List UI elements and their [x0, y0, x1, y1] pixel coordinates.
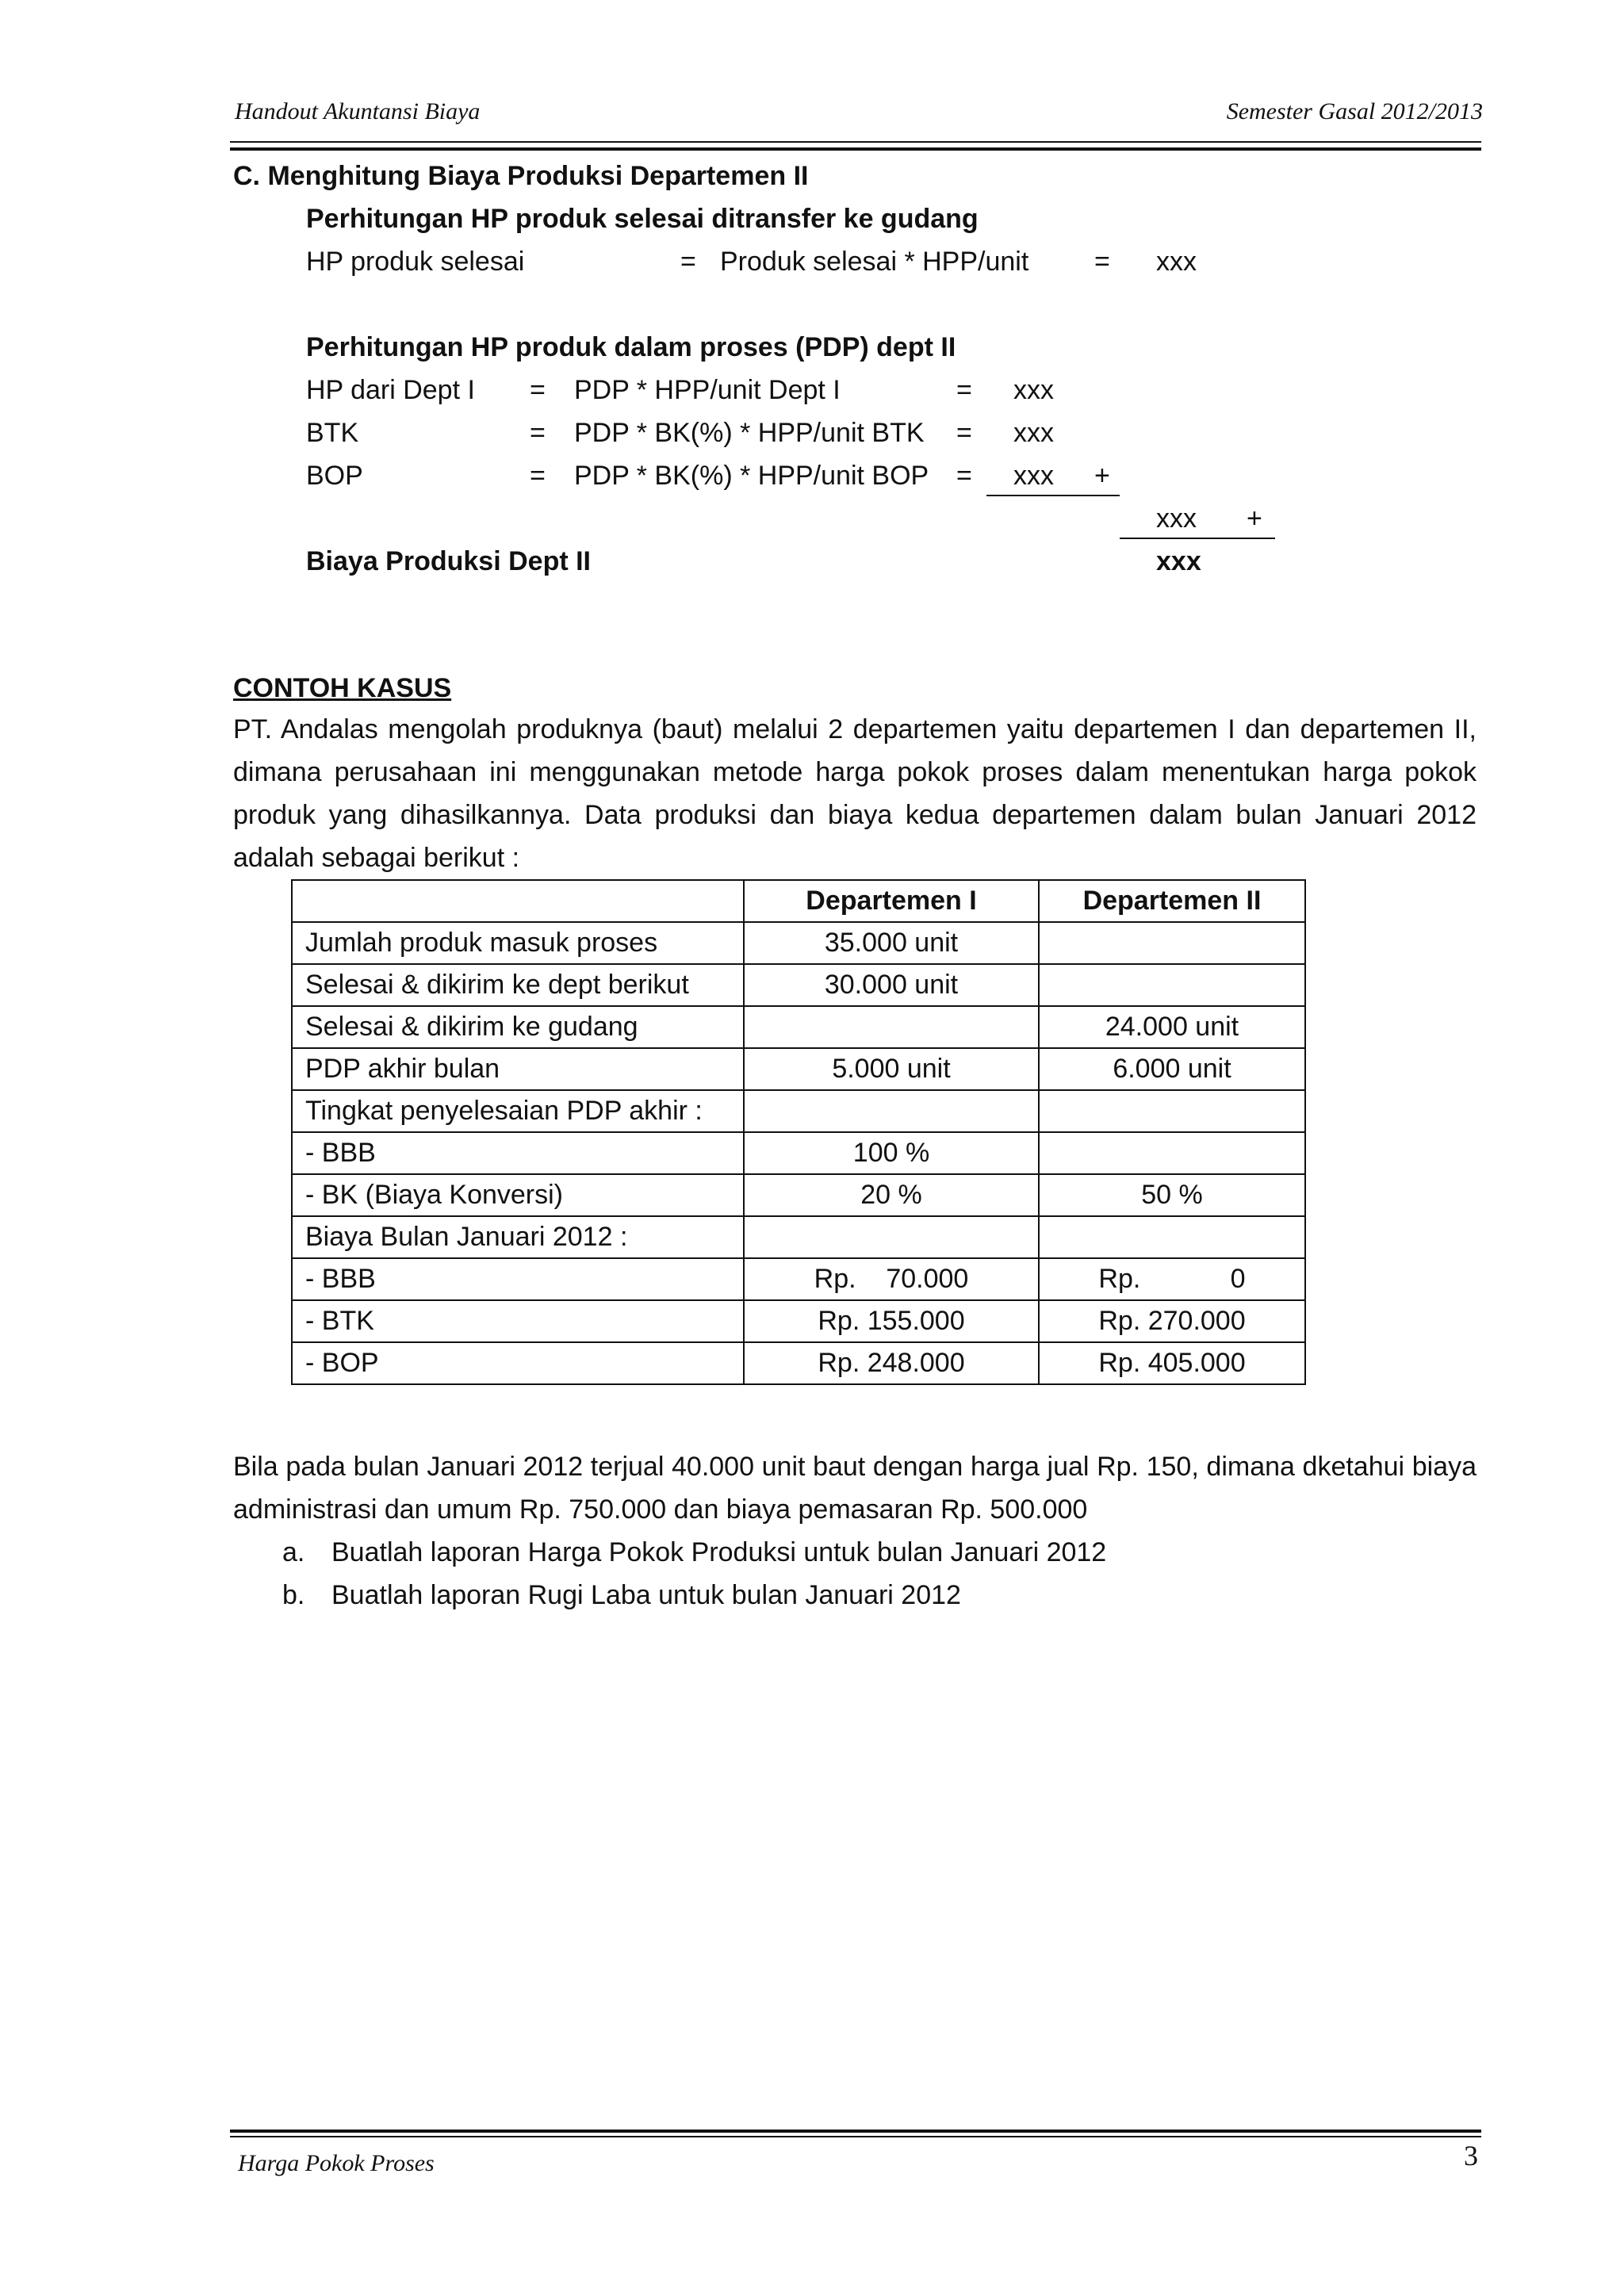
- table-cell: - BOP: [292, 1342, 744, 1384]
- page-number: 3: [1464, 2140, 1478, 2172]
- finished-value: xxx: [1156, 247, 1197, 277]
- header-semester: Semester Gasal 2012/2013: [1226, 98, 1483, 124]
- header-rule-thick: [230, 147, 1481, 151]
- table-cell: 20 %: [744, 1174, 1039, 1216]
- list-item: [282, 1574, 1106, 1617]
- wip-label: HP dari Dept I: [306, 375, 475, 405]
- table-cell: 5.000 unit: [744, 1048, 1039, 1090]
- table-row: [292, 1048, 1305, 1090]
- wip-formula: PDP * BK(%) * HPP/unit BOP: [574, 461, 929, 491]
- task-list: [282, 1531, 1106, 1617]
- table-cell: Rp. 0: [1039, 1258, 1305, 1300]
- wip-eq2: =: [956, 375, 972, 405]
- wip-value: xxx: [1013, 418, 1054, 448]
- table-cell: 30.000 unit: [744, 964, 1039, 1006]
- list-item-text: Buatlah laporan Rugi Laba untuk bulan Januari 2012: [331, 1580, 961, 1610]
- list-item-text: Buatlah laporan Harga Pokok Produksi untuk bulan Januari 2012: [331, 1537, 1107, 1567]
- total-value: xxx: [1156, 546, 1201, 576]
- wip-label: BOP: [306, 461, 363, 491]
- table-cell: Rp. 270.000: [1039, 1300, 1305, 1342]
- footer-rule-thick: [230, 2130, 1481, 2133]
- table-cell: - BBB: [292, 1132, 744, 1174]
- table-row: [292, 1006, 1305, 1048]
- subheading-wip: Perhitungan HP produk dalam proses (PDP) dept II: [306, 332, 956, 362]
- subtotal-value: xxx: [1156, 503, 1197, 534]
- wip-eq1: =: [530, 418, 546, 448]
- subtotal-plus-sign: +: [1247, 503, 1262, 534]
- table-cell: Rp. 70.000: [744, 1258, 1039, 1300]
- table-cell: [1039, 1216, 1305, 1258]
- table-row: [292, 1216, 1305, 1258]
- section-title: C. Menghitung Biaya Produksi Departemen II: [233, 161, 809, 191]
- header-rule-thin: [230, 141, 1481, 143]
- table-cell: Rp. 405.000: [1039, 1342, 1305, 1384]
- finished-eq1: =: [680, 247, 696, 277]
- wip-value: xxx: [1013, 375, 1054, 405]
- table-row: [292, 1258, 1305, 1300]
- footer-title: Harga Pokok Proses: [238, 2150, 435, 2176]
- table-row: [292, 1174, 1305, 1216]
- table-cell: - BK (Biaya Konversi): [292, 1174, 744, 1216]
- table-cell: 24.000 unit: [1039, 1006, 1305, 1048]
- table-cell: [744, 1216, 1039, 1258]
- case-paragraph-2-text: Bila pada bulan Januari 2012 terjual 40.000 unit baut dengan harga jual Rp. 150, dimana dketahui biaya administrasi dan umum Rp. 750.000 dan biaya pemasaran Rp. 500.000: [233, 1452, 1477, 1525]
- table-cell: 100 %: [744, 1132, 1039, 1174]
- table-header-cell: Departemen II: [1039, 880, 1305, 922]
- table-cell: Selesai & dikirim ke dept berikut: [292, 964, 744, 1006]
- sum-rule-1: [986, 495, 1120, 496]
- table-row: [292, 1300, 1305, 1342]
- subheading-finished: Perhitungan HP produk selesai ditransfer ke gudang: [306, 204, 979, 234]
- finished-formula: Produk selesai * HPP/unit: [720, 247, 1029, 277]
- table-cell: 35.000 unit: [744, 922, 1039, 964]
- table-cell: Selesai & dikirim ke gudang: [292, 1006, 744, 1048]
- wip-eq1: =: [530, 375, 546, 405]
- table-cell: 50 %: [1039, 1174, 1305, 1216]
- case-paragraph: [233, 708, 1477, 879]
- table-header-cell: [292, 880, 744, 922]
- table-cell: Jumlah produk masuk proses: [292, 922, 744, 964]
- sum-rule-2: [1120, 538, 1275, 539]
- wip-plus-sign: +: [1094, 461, 1110, 491]
- footer-rule-thin: [230, 2136, 1481, 2137]
- table-cell: [1039, 922, 1305, 964]
- table-row: [292, 1090, 1305, 1132]
- table-row: [292, 922, 1305, 964]
- table-row: [292, 1342, 1305, 1384]
- table-cell: - BTK: [292, 1300, 744, 1342]
- table-header-cell: Departemen I: [744, 880, 1039, 922]
- total-label: Biaya Produksi Dept II: [306, 546, 591, 576]
- finished-eq2: =: [1094, 247, 1110, 277]
- wip-formula: PDP * HPP/unit Dept I: [574, 375, 841, 405]
- table-cell: [744, 1090, 1039, 1132]
- header-title: Handout Akuntansi Biaya: [235, 98, 481, 124]
- table-cell: Tingkat penyelesaian PDP akhir :: [292, 1090, 744, 1132]
- wip-eq2: =: [956, 461, 972, 491]
- table-cell: Biaya Bulan Januari 2012 :: [292, 1216, 744, 1258]
- finished-label: HP produk selesai: [306, 247, 525, 277]
- table-row: [292, 1132, 1305, 1174]
- case-paragraph-2: [233, 1445, 1477, 1531]
- case-heading: CONTOH KASUS: [233, 673, 452, 703]
- table-cell: Rp. 248.000: [744, 1342, 1039, 1384]
- table-cell: 6.000 unit: [1039, 1048, 1305, 1090]
- production-data-table: [291, 879, 1306, 1385]
- case-paragraph-text: PT. Andalas mengolah produknya (baut) melalui 2 departemen yaitu departemen I dan departemen II, dimana perusahaan ini menggunakan metode harga pokok proses dalam menentukan harga pokok produk yang dihasilkannya. Data produksi dan biaya kedua departemen dalam bulan Januari 2012 adalah sebagai berikut :: [233, 714, 1477, 873]
- table-cell: - BBB: [292, 1258, 744, 1300]
- table-cell: [1039, 1090, 1305, 1132]
- list-item: [282, 1531, 1106, 1574]
- wip-label: BTK: [306, 418, 359, 448]
- table-cell: Rp. 155.000: [744, 1300, 1039, 1342]
- table-cell: [1039, 964, 1305, 1006]
- wip-formula: PDP * BK(%) * HPP/unit BTK: [574, 418, 925, 448]
- table-row: [292, 964, 1305, 1006]
- table-header-row: [292, 880, 1305, 922]
- wip-value: xxx: [1013, 461, 1054, 491]
- wip-eq1: =: [530, 461, 546, 491]
- list-marker: a.: [282, 1537, 305, 1567]
- table-cell: [744, 1006, 1039, 1048]
- table-cell: [1039, 1132, 1305, 1174]
- list-marker: b.: [282, 1580, 305, 1610]
- table-cell: PDP akhir bulan: [292, 1048, 744, 1090]
- wip-eq2: =: [956, 418, 972, 448]
